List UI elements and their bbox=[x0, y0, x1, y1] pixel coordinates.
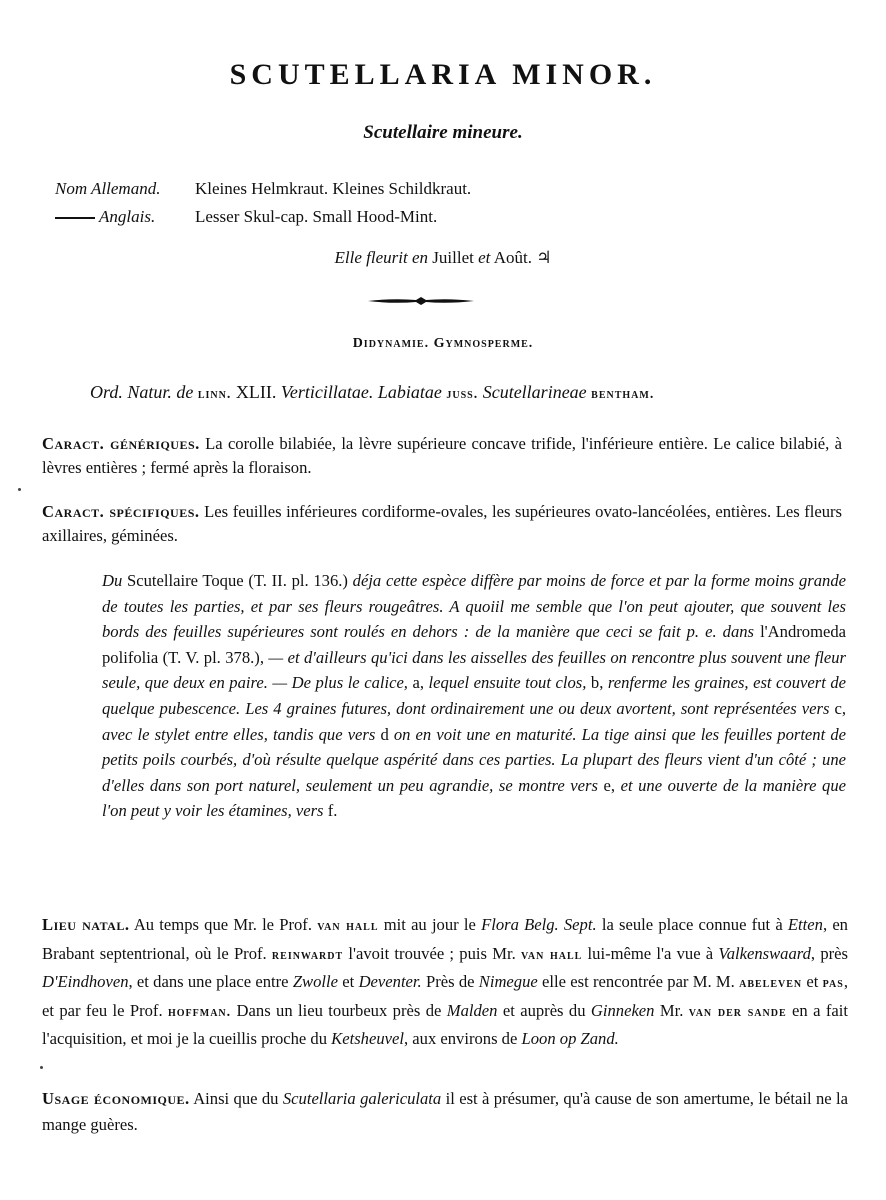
figure-letter: e, bbox=[603, 775, 615, 795]
place-name: Loon op Zand. bbox=[521, 1029, 619, 1048]
usage-text: Ainsi que du bbox=[193, 1089, 279, 1108]
speck bbox=[18, 488, 21, 491]
english-name: Lesser Skul-cap. Small Hood-Mint. bbox=[195, 207, 438, 226]
place-name: Valkenswaard bbox=[718, 943, 811, 963]
linnaean-class: Didynamie. Gymnosperme. bbox=[352, 336, 534, 351]
habitat-text: , en Brabant septentrional, où le Prof. bbox=[42, 915, 848, 963]
habitat-text: Mr. bbox=[659, 1000, 684, 1020]
figure-letter: a, bbox=[412, 673, 425, 693]
author-bentham: bentham. bbox=[591, 387, 655, 402]
person-name: reinwardt bbox=[271, 947, 344, 963]
order-number: XLII. bbox=[235, 382, 277, 402]
work-title: Flora Belg. Sept. bbox=[481, 915, 597, 934]
generic-text: La corolle bilabiée, la lèvre supérieure concave trifide, l'inférieure entière. Le calice bilabié, à lèvres entières ; fermé après la floraison. bbox=[42, 434, 843, 477]
order-scutellarineae: Scutellarineae bbox=[482, 382, 587, 402]
flowering-conj: et bbox=[478, 248, 491, 267]
order-prefix: Ord. Natur. de bbox=[90, 382, 194, 402]
specific-characters bbox=[42, 500, 842, 548]
habitat-text: , et dans une place entre bbox=[128, 972, 289, 991]
habitat-text: Au temps que Mr. le Prof. bbox=[133, 915, 312, 934]
german-name-label: Nom Allemand. bbox=[55, 179, 161, 198]
place-name: Nimegue bbox=[478, 972, 538, 991]
usage-paragraph bbox=[42, 1086, 848, 1138]
flowering-month-a: Juillet bbox=[432, 248, 474, 267]
specific-head: Caract. spécifiques. bbox=[42, 502, 200, 521]
obs-text: déja cette espèce diffère par moins de force et par la forme moins grande de toutes les parties, et par ses fleurs rougeâtres. A quoiil me semble que l'on peut ajouter, que souvent les bords des feuilles supérieures sont roulés en dehors : de la manière que ceci se fait p. e. dans bbox=[102, 571, 847, 642]
author-juss: juss. bbox=[446, 387, 479, 402]
habitat-text: en a fait l'acquisition, et moi je la cueillis proche du bbox=[42, 1000, 848, 1048]
english-name-label: Anglais. bbox=[99, 207, 156, 226]
habitat-text: elle est rencontrée par M. M. bbox=[542, 972, 735, 991]
obs-text: lequel ensuite tout clos, bbox=[428, 673, 587, 693]
specific-text: Les feuilles inférieures cordiforme-ovales, les supérieures ovato-lancéolées, entières. Les fleurs axillaires, géminées. bbox=[42, 502, 843, 545]
order-labiatae: Labiatae bbox=[377, 382, 442, 402]
figure-letter: b, bbox=[590, 673, 604, 693]
habitat-text: mit au jour le bbox=[383, 915, 476, 934]
person-name: pas bbox=[822, 976, 844, 991]
habitat-text: l'avoit trouvée ; puis Mr. bbox=[348, 943, 516, 963]
place-name: Deventer. bbox=[358, 972, 422, 991]
author-linn: linn. bbox=[197, 387, 232, 402]
usage-head: Usage économique. bbox=[42, 1089, 190, 1108]
speck bbox=[40, 1066, 43, 1069]
person-name: van hall bbox=[317, 919, 379, 934]
habitat-text: la seule place connue fut à bbox=[601, 915, 783, 934]
obs-text: renferme les graines, est couvert de quelque pubescence. Les 4 graines futures, dont ordinairement une ou deux avortent, sont représentées vers bbox=[102, 673, 846, 718]
english-name-row bbox=[55, 203, 471, 231]
figure-letter: c, bbox=[834, 698, 846, 718]
divider-ornament bbox=[366, 295, 476, 307]
common-names bbox=[55, 175, 471, 231]
person-name: abeleven bbox=[739, 976, 803, 991]
place-name: Ketsheuvel bbox=[331, 1029, 404, 1048]
generic-characters bbox=[42, 432, 842, 480]
obs-reference: l'Andromeda polifolia (T. V. pl. 378.), bbox=[102, 622, 846, 667]
flowering-line bbox=[0, 248, 886, 268]
flowering-month-b: Août. bbox=[493, 248, 532, 267]
place-name: Etten bbox=[787, 915, 823, 934]
habitat-text: Dans un lieu tourbeux près de bbox=[236, 1000, 442, 1020]
flowering-prefix: Elle fleurit en bbox=[334, 248, 429, 267]
generic-head: Caract. génériques. bbox=[42, 434, 200, 453]
natural-order bbox=[90, 382, 654, 403]
ditto-dash bbox=[55, 217, 95, 219]
place-name: Ginneken bbox=[590, 1000, 655, 1020]
perennial-symbol: ♃ bbox=[536, 248, 552, 267]
habitat-text: et bbox=[342, 972, 355, 991]
obs-reference: Scutellaire Toque (T. II. pl. 136.) bbox=[127, 571, 348, 590]
place-name: Malden bbox=[446, 1000, 498, 1020]
habitat-text: , et par feu le Prof. bbox=[42, 972, 848, 1020]
observations-paragraph bbox=[102, 568, 846, 824]
figure-letter: f. bbox=[327, 801, 338, 821]
obs-text: et une ouverte de la manière que l'on peut y voir les étamines, vers bbox=[102, 775, 846, 821]
place-name: D'Eindhoven bbox=[42, 972, 129, 991]
habitat-text: lui-même l'a vue à bbox=[587, 943, 714, 963]
usage-text: il est à présumer, qu'à cause de son amertume, le bétail ne la mange guères. bbox=[42, 1089, 848, 1134]
order-verticillatae: Verticillatae. bbox=[280, 382, 374, 402]
person-name: hoffman. bbox=[168, 1004, 232, 1020]
obs-text: Du bbox=[102, 571, 123, 590]
figure-letter: d bbox=[380, 724, 389, 744]
habitat-text: et auprès du bbox=[502, 1000, 586, 1020]
german-name-row bbox=[55, 175, 471, 203]
page-title: SCUTELLARIA MINOR. bbox=[229, 58, 657, 91]
obs-text: — et d'ailleurs qu'ici dans les aisselles des feuilles on rencontre plus souvent une fleur seule, que deux en paire. — De plus le calice, bbox=[102, 647, 847, 693]
habitat-text: , aux environs de bbox=[403, 1029, 518, 1048]
species-name: Scutellaria galericulata bbox=[282, 1089, 442, 1108]
habitat-text: Près de bbox=[425, 972, 475, 991]
obs-text: on en voit une en maturité. La tige ainsi que les feuilles portent de petits poils courbés, d'où résulte quelque aspérité dans ces parties. La plupart des fleurs vient d'un côté ; une d'elles dans son port naturel, seulement un peu agrandie, se montre vers bbox=[102, 724, 846, 795]
habitat-text: , près bbox=[810, 943, 848, 963]
habitat-text: et bbox=[806, 972, 819, 991]
habitat-paragraph bbox=[42, 912, 848, 1053]
obs-text: avec le stylet entre elles, tandis que vers bbox=[102, 724, 376, 744]
person-name: van hall bbox=[520, 947, 583, 963]
german-name: Kleines Helmkraut. Kleines Schildkraut. bbox=[195, 179, 472, 198]
habitat-head: Lieu natal. bbox=[42, 915, 130, 934]
person-name: van der sande bbox=[688, 1004, 787, 1020]
place-name: Zwolle bbox=[292, 972, 339, 991]
page-subtitle: Scutellaire mineure. bbox=[363, 122, 523, 143]
